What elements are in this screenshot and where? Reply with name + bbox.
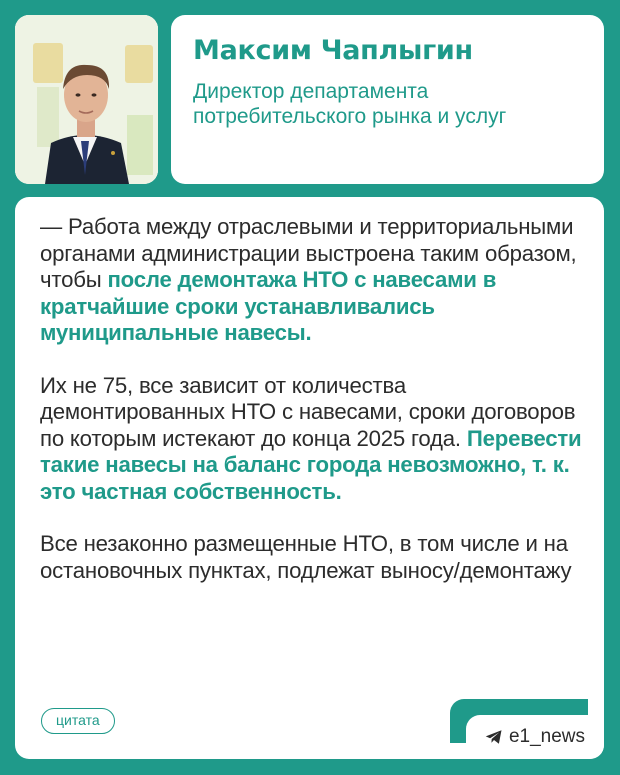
channel-handle: e1_news	[508, 726, 586, 747]
quote-paragraph-1-text: — Работа между отраслевыми и территориальными органами администрации выстроена таким образом, чтобы	[40, 214, 577, 292]
speaker-name: Максим Чаплыгин	[193, 35, 473, 66]
quote-paragraph-1	[40, 214, 584, 347]
quote-paragraph-1-highlight: после демонтажа НТО с навесами в кратчайшие сроки устанавливались муниципальные навесы.	[40, 267, 497, 345]
portrait-image	[15, 15, 158, 184]
speaker-card	[171, 15, 604, 184]
channel-badge[interactable]	[466, 715, 604, 759]
position-line-1: Директор департамента	[193, 80, 429, 104]
quote-paragraph-3-text: Все незаконно размещенные НТО, в том числе и на остановочных пунктах, подлежат выносу/демонтажу	[40, 531, 572, 583]
quote-paragraph-2-text: Их не 75, все зависит от количества демонтированных НТО с навесами, сроки договоров по которым истекают до конца 2025 года.	[40, 372, 576, 451]
position-line-2: потребительского рынка и услуг	[193, 104, 507, 128]
telegram-icon	[485, 729, 503, 745]
quote-paragraph-2	[40, 373, 584, 506]
quote-card	[15, 197, 604, 759]
speaker-position	[193, 80, 584, 129]
portrait-photo	[15, 15, 158, 184]
quote-tag[interactable]: цитата	[41, 708, 115, 734]
quote-paragraph-2-highlight: Перевести такие навесы на баланс города невозможно, т. к. это частная собственность.	[40, 425, 582, 504]
quote-paragraph-3	[40, 531, 584, 584]
